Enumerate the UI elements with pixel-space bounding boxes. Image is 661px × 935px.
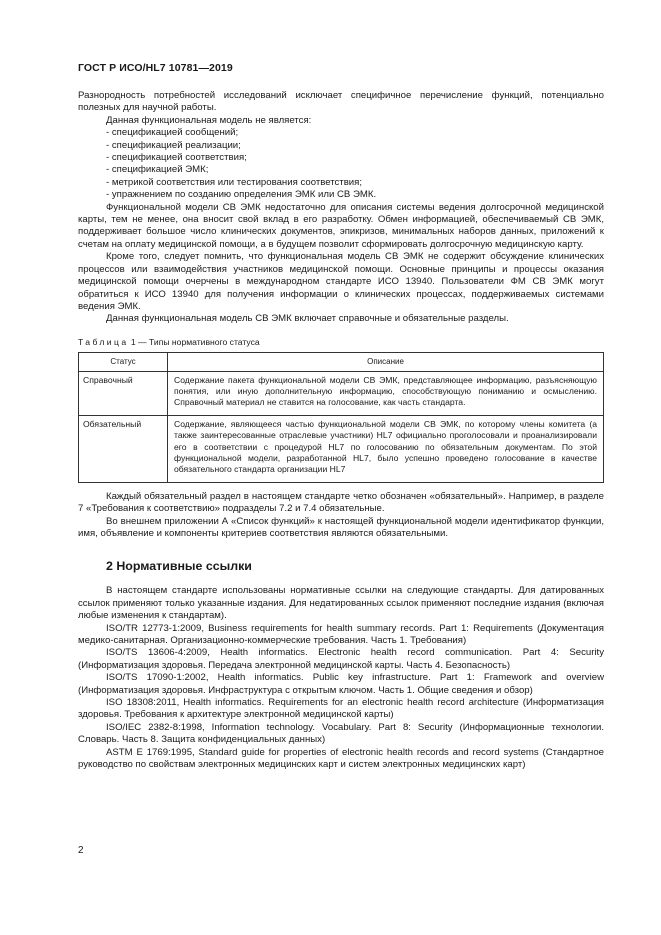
list-item: - спецификацией соответствия; [106, 152, 247, 164]
table-row [79, 415, 604, 482]
reference-item: ISO/TS 13606-4:2009, Health informatics. Electronic health record communication. Part 4: Security (Информатизация здоровья. Передача электронной медицинской карты. Часть 4. Безопасность) [78, 647, 604, 671]
document-header: ГОСТ Р ИСО/HL7 10781—2019 [78, 62, 233, 74]
spacer [78, 483, 604, 491]
description-cell: Содержание пакета функциональной модели СВ ЭМК, представляющее информацию, разъясняющую понятия, или иную дополнительную информацию, способствующую пониманию и осмыслению. Справочный материал не ставится на голосование, как часть стандарта. [168, 371, 604, 415]
paragraph: Кроме того, следует помнить, что функциональная модель СВ ЭМК не содержит обсуждение клинических процессов или взаимодействия участников медицинской помощи. Основные принципы и процессы оказания медицинской помощи очерчены в международном стандарте ИСО 13940. Пользователи ФМ СВ ЭМК могут обратиться к ИСО 13940 для получения информации о клинических процессах, поддерживаемых системами ведения ЭМК. [78, 251, 604, 312]
page-number: 2 [78, 845, 84, 856]
table-caption-text: 1 — Типы нормативного статуса [130, 336, 260, 347]
list-item: - упражнением по созданию определения ЭМК или СВ ЭМК. [106, 189, 377, 201]
description-cell: Содержание, являющееся частью функциональной модели СВ ЭМК, по которому члены комитета (а также заинтересованные отраслевые участники) HL7 официально проголосовали и проанализировали его в соответствии с процедурой HL7 по голосованию по обязательным документам. По этой функциональной модели, разработанной HL7, было успешно проведено голосование в качестве обязательного стандарта организации HL7 [168, 415, 604, 482]
table-caption-prefix: Таблица [78, 336, 129, 347]
list-item: - метрикой соответствия или тестирования соответствия; [106, 176, 363, 188]
list-item: - спецификацией реализации; [106, 139, 241, 151]
reference-item: ISO/TS 17090-1:2002, Health informatics. Public key infrastructure. Part 1: Framework and overview (Информатизация здоровья. Инфраструктура с открытым ключом. Часть 1. Общие сведения и обзор) [78, 672, 604, 696]
column-header-description: Описание [168, 353, 604, 371]
paragraph: Данная функциональная модель не является: [106, 114, 312, 126]
paragraph: Функциональной модели СВ ЭМК недостаточно для описания системы ведения долгосрочной медицинской карты, тем не менее, она вносит свой вклад в его разработку. Обмен информацией, обеспечиваемый СВ ЭМК, поддерживает большое число клинических документов, эпикризов, минимальных наборов данных, приложений к счетам на оплату медицинской помощи, а в будущем позволит сформировать долгосрочную медицинскую карту. [78, 201, 604, 250]
reference-item: ISO/TR 12773-1:2009, Business requirements for health summary records. Part 1: Requirements (Документация медико-санитарная. Организационно-коммерческие требования. Часть 1. Требования) [78, 622, 604, 647]
list-item: - спецификацией сообщений; [106, 127, 239, 139]
reference-item: ASTM E 1769:1995, Standard guide for properties of electronic health records and record systems (Стандартное руководство по свойствам электронных медицинских карт и систем электронных медицинских карт) [78, 746, 604, 771]
paragraph: Разнородность потребностей исследований исключает специфичное перечисление функций, потенциально полезных для научной работы. [78, 90, 604, 114]
table-header-row [79, 353, 604, 371]
document-body [78, 90, 604, 772]
status-cell: Обязательный [79, 415, 168, 482]
list-item: - спецификацией ЭМК; [106, 164, 209, 176]
table-row [79, 371, 604, 415]
column-header-status: Статус [79, 353, 168, 371]
reference-item: ISO/IEC 2382-8:1998, Information technology. Vocabulary. Part 8: Security (Информационные технологии. Словарь. Часть 8. Защита конфиденциальных данных) [78, 721, 604, 746]
status-cell: Справочный [79, 371, 168, 415]
reference-item: ISO 18308:2011, Health informatics. Requirements for an electronic health record architecture (Информатизация здоровья. Требования к архитектуре электронной медицинской карты) [78, 697, 604, 721]
paragraph: В настоящем стандарте использованы нормативные ссылки на следующие стандарты. Для датированных ссылок применяют только указанные издания. Для недатированных ссылок применяют последние издания (включая любые изменения к стандартам). [78, 585, 604, 622]
normative-status-table [78, 352, 604, 483]
paragraph: Каждый обязательный раздел в настоящем стандарте четко обозначен «обязательный». Например, в разделе 7 «Требования к соответствию» подразделы 7.2 и 7.4 обязательные. [78, 490, 604, 515]
table-caption [78, 336, 604, 348]
paragraph: Данная функциональная модель СВ ЭМК включает справочные и обязательные разделы. [106, 313, 509, 325]
paragraph: Во внешнем приложении А «Список функций» к настоящей функциональной модели идентификатор функции, имя, объявление и компоненты критериев соответствия являются обязательными. [78, 515, 604, 539]
section-heading: 2 Нормативные ссылки [106, 559, 252, 574]
